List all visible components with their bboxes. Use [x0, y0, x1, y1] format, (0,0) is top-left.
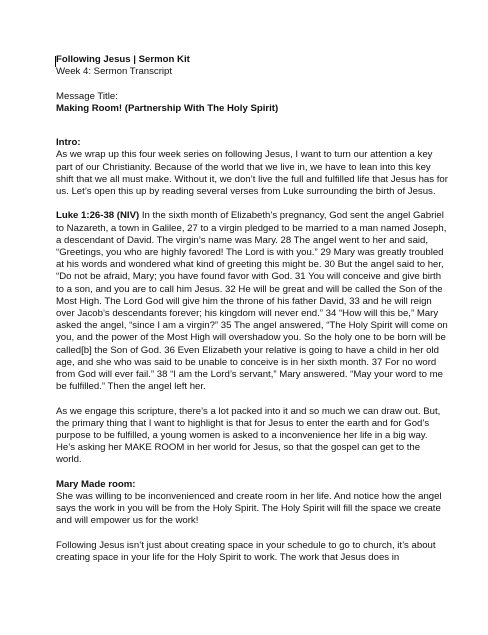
scripture-paragraph	[56, 210, 448, 393]
scripture-reference: Luke 1:26-38 (NIV)	[56, 210, 140, 222]
document-title: Following Jesus | Sermon Kit	[56, 54, 190, 65]
mary-section-heading: Mary Made room:	[56, 478, 136, 490]
closing-paragraph: Following Jesus isn’t just about creating space in your schedule to go to church, it’s about creating space in your life for the Holy Spirit to work. The work that Jesus does in	[56, 539, 436, 564]
engage-paragraph: As we engage this scripture, there’s a lot packed into it and so much we can draw out. But, the primary thing that I want to highlight is that for Jesus to enter the earth and for God’s purpose to be fulfilled, a young women is asked to a inconvenience her life in a big way. He’s asking her MAKE ROOM in her world for Jesus, so that the gospel can get to the world.	[56, 405, 441, 466]
scripture-text: In the sixth month of Elizabeth’s pregnancy, God sent the angel Gabriel to Nazareth, a town in Galilee, 27 to a virgin pledged to be married to a man named Joseph, a descendant of David. The virgin’s name was Mary. 28 The angel went to her and said, “Greetings, you who are highly favored! The Lord is with you.” 29 Mary was greatly troubled at his words and wondered what kind of greeting this might be. 30 But the angel said to her, “Do not be afraid, Mary; you have found favor with God. 31 You will conceive and give birth to a son, and you are to call him Jesus. 32 He will be great and will be called the Son of the Most High. The Lord God will give him the throne of his father David, 33 and he will reign over Jacob’s descendants forever; his kingdom will never end.” 34 “How will this be,” Mary asked the angel, “since I am a virgin?” 35 The angel answered, “The Holy Spirit will come on you, and the power of the Most High will overshadow you. So the holy one to be born will be called[b] the Son of God. 36 Even Elizabeth your relative is going to have a child in her old age, and she who was said to be unable to conceive is in her sixth month. 37 For no word from God will ever fail.” 38 “I am the Lord’s servant,” Mary answered. “May your word to me be fulfilled.” Then the angel left her.	[56, 210, 448, 393]
text-cursor	[55, 56, 56, 67]
intro-heading: Intro:	[56, 137, 81, 149]
message-title: Making Room! (Partnership With The Holy Spirit)	[56, 102, 279, 114]
document-subtitle: Week 4: Sermon Transcript	[56, 66, 173, 78]
mary-section-paragraph: She was willing to be inconvenienced and create room in her life. And notice how the angel says the work in you will be from the Holy Spirit. The Holy Spirit will fill the space we create and will empower us for the work!	[56, 491, 442, 527]
intro-paragraph: As we wrap up this four week series on following Jesus, I want to turn our attention a key part of our Christianity. Because of the world that we live in, we have to lean into this key shift that we all must make. Without it, we don’t live the full and fulfilled life that Jesus has for us. Let’s open this up by reading several verses from Luke surrounding the birth of Jesus.	[56, 149, 448, 197]
message-title-label: Message Title:	[56, 90, 118, 102]
